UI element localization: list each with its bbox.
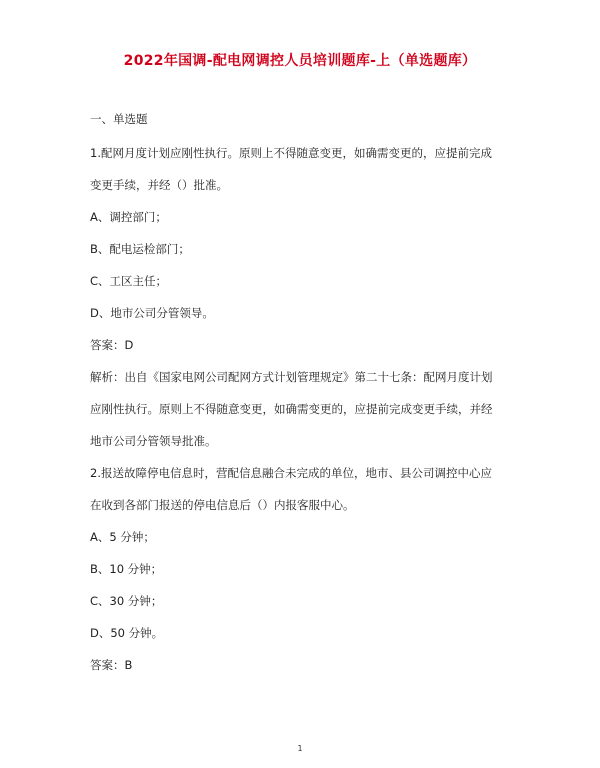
- question-1-analysis-line-3: 地市公司分管领导批准。: [90, 434, 217, 448]
- question-2-answer: 答案：B: [90, 658, 133, 672]
- question-1-option-a: A、调控部门；: [90, 210, 167, 224]
- question-1-analysis-line-1: 解析：出自《国家电网公司配网方式计划管理规定》第二十七条：配网月度计划: [90, 370, 493, 384]
- question-1-analysis-line-2: 应刚性执行。原则上不得随意变更，如确需变更的，应提前完成变更手续，并经: [90, 402, 493, 416]
- question-1-option-c: C、工区主任；: [90, 274, 168, 288]
- question-1-answer: 答案：D: [90, 338, 134, 352]
- question-2-option-d: D、50 分钟。: [90, 626, 164, 640]
- page-number: 1: [297, 744, 303, 753]
- document-title: 2022年国调-配电网调控人员培训题库-上（单选题库）: [123, 53, 477, 69]
- question-1-option-b: B、配电运检部门；: [90, 242, 190, 256]
- question-1-option-d: D、地市公司分管领导。: [90, 306, 214, 320]
- section-heading: 一、单选题: [90, 112, 148, 126]
- question-2-stem-line-2: 在收到各部门报送的停电信息后（）内报客服中心。: [90, 498, 355, 512]
- question-1-stem-line-2: 变更手续，并经（）批准。: [90, 178, 228, 192]
- question-2-option-a: A、5 分钟；: [90, 530, 155, 544]
- question-1-stem-line-1: 1.配网月度计划应刚性执行。原则上不得随意变更，如确需变更的，应提前完成: [90, 146, 492, 160]
- question-2-stem-line-1: 2.报送故障停电信息时，营配信息融合未完成的单位，地市、县公司调控中心应: [90, 466, 492, 480]
- question-2-option-c: C、30 分钟；: [90, 594, 163, 608]
- question-2-option-b: B、10 分钟；: [90, 562, 163, 576]
